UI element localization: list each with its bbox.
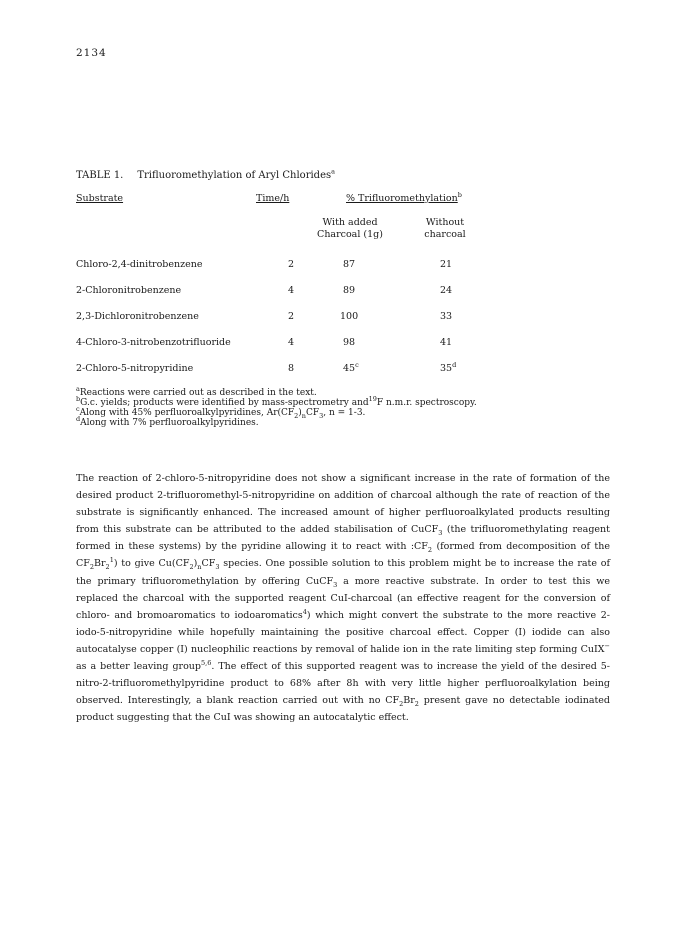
body-reference-5-6: 5,6 <box>201 658 212 667</box>
body-subscript-7: 3 <box>215 563 220 572</box>
footnote-c-text-1: Along with 45% perfluoroalkylpyridines, Ar(CF <box>79 408 295 418</box>
footnote-b <box>76 395 477 408</box>
body-text-13: Br <box>403 695 415 707</box>
table-row-5-without-mark: d <box>452 360 457 369</box>
body-text-3: (formed from decomposition of the CF <box>76 541 610 570</box>
table-row-4-time: 4 <box>288 337 295 348</box>
table-row-1-with <box>343 259 355 270</box>
table-row-3-substrate: 2,3-Dichloronitrobenzene <box>76 311 199 322</box>
body-subscript-2: 2 <box>427 546 433 555</box>
header-without-line2: charcoal <box>424 229 466 240</box>
header-with-charcoal <box>317 217 383 241</box>
header-substrate: Substrate <box>76 193 124 204</box>
table-caption <box>76 167 336 181</box>
table-row-4-substrate: 4-Chloro-3-nitrobenzotrifluoride <box>76 337 231 348</box>
table-row-4-with <box>343 337 355 348</box>
body-paragraph <box>76 470 610 726</box>
table-row-1-time: 2 <box>288 259 295 270</box>
table-row-1-without-value: 21 <box>440 259 453 270</box>
footnote-d <box>76 415 477 428</box>
table-row-5-with-mark: c <box>355 360 359 369</box>
body-subscript-3: 2 <box>89 563 95 572</box>
footnote-a <box>76 385 477 398</box>
body-text-1: The reaction of 2-chloro-5-nitropyridine does not show a significant increase in the rate of formation of the desired product 2-trifluoromethyl-5-nitropyridine on addition of charcoal although the rate of reaction of the substrate is significantly enhanced. The increased amount of higher perfluoroalkylated products resulting from this substrate can be attributed to the added stabilisation of CuCF <box>76 473 610 536</box>
table-row-5-without-value: 35 <box>440 363 453 374</box>
table-row-4-with-value: 98 <box>343 337 356 348</box>
footnote-b-isotope: 19 <box>368 395 377 403</box>
table-row-1-substrate: Chloro-2,4-dinitrobenzene <box>76 259 203 270</box>
table-row-2-without-value: 24 <box>440 285 453 296</box>
table-row-5-substrate: 2-Chloro-5-nitropyridine <box>76 363 194 374</box>
table-row-5-with-value: 45 <box>343 363 356 374</box>
body-text-9: a more reactive substrate. In order to test this we replaced the charcoal with the supported reagent CuI-charcoal (an effective reagent for the conversion of chloro- and bromoaromatics to iodoaromatics <box>76 575 610 621</box>
body-subscript-4: 2 <box>105 563 110 572</box>
footnote-c-text-4: , n = 1-3. <box>323 408 366 418</box>
table-row-5-with <box>343 360 359 374</box>
table-row-1-with-value: 87 <box>343 259 356 270</box>
table-row-4-without <box>440 337 452 348</box>
header-without-charcoal <box>424 217 465 241</box>
table-row-4-without-value: 41 <box>440 337 453 348</box>
table-row-2-with-value: 89 <box>343 285 356 296</box>
body-subscript-6: n <box>197 563 202 572</box>
body-text-2: (the trifluoromethylating reagent formed in these systems) by the pyridine allowing it to react with :CF <box>76 524 610 553</box>
body-superscript-minus: − <box>604 641 610 650</box>
table-row-2-with <box>343 285 355 296</box>
footnote-c-sub-2: n <box>301 411 306 420</box>
table-footnotes <box>76 385 477 428</box>
table-row-5-time: 8 <box>288 363 295 374</box>
header-without-line1: Without <box>425 217 465 228</box>
body-text-10: ) which might convert the substrate to the more reactive 2-iodo-5-nitropyridine while hopefully maintaining the positive charcoal effect. Copper (I) iodide can also autocatalyse copper (I) nucleophilic reactions by removal of halide ion in the rate limiting step forming CuIX <box>76 609 611 655</box>
table-row-3-time: 2 <box>288 311 295 322</box>
table-row-3-without-value: 33 <box>440 311 453 322</box>
table-row-3-with <box>340 311 358 322</box>
page-number: 2134 <box>76 47 107 59</box>
body-text-14: present gave no detectable iodinated product suggesting that the CuI was showing an autocatalytic effect. <box>76 695 611 724</box>
body-reference-1: 1 <box>109 556 114 565</box>
table-row-2-substrate: 2-Chloronitrobenzene <box>76 285 182 296</box>
body-subscript-9: 2 <box>399 700 404 709</box>
body-text-4: Br <box>94 558 106 570</box>
footnote-c <box>76 405 477 420</box>
body-text-5: ) to give Cu(CF <box>113 558 190 570</box>
footnote-d-text: Along with 7% perfluoroalkylpyridines. <box>80 418 259 428</box>
body-reference-4: 4 <box>302 607 307 616</box>
body-subscript-5: 2 <box>189 563 194 572</box>
header-percent-footnote-mark: b <box>457 190 462 199</box>
footnote-b-text-2: F n.m.r. spectroscopy. <box>376 398 477 408</box>
table-row-2-time: 4 <box>288 285 295 296</box>
body-text-8: species. One possible solution to this problem might be to increase the rate of the primary trifluoromethylation by offering CuCF <box>76 558 610 587</box>
footnote-a-text: Reactions were carried out as described in the text. <box>79 388 317 398</box>
table-caption-footnote-mark: a <box>331 167 336 176</box>
header-time: Time/h <box>256 193 290 204</box>
body-text-12: . The effect of this supported reagent was to increase the yield of the desired 5-nitro-2-trifluoromethylpyridine product to 68% after 8h with very little higher perfluoroalkylation being observed. Interestingly, a blank reaction carried out with no CF <box>76 661 610 707</box>
footnote-c-sub-1: 2 <box>294 411 299 420</box>
table-row-3-without <box>440 311 452 322</box>
footnote-a-mark: a <box>76 385 80 393</box>
body-subscript-1: 3 <box>438 529 443 538</box>
footnote-d-mark: d <box>76 415 81 423</box>
body-text-7: CF <box>201 558 216 570</box>
table-row-5-without <box>440 360 457 374</box>
footnote-c-text-3: CF <box>305 408 320 418</box>
table-row-1-without <box>440 259 452 270</box>
body-text-11: as a better leaving group <box>76 661 201 673</box>
table-row-3-with-value: 100 <box>340 311 359 322</box>
header-with-line2: Charcoal (1g) <box>317 229 383 240</box>
footnote-c-mark: c <box>76 405 80 413</box>
header-percent-label: % Trifluoromethylation <box>346 193 458 204</box>
footnote-c-sub-3: 3 <box>319 411 324 420</box>
header-with-line1: With added <box>322 217 378 228</box>
body-text-6: ) <box>193 558 198 570</box>
header-percent <box>346 190 462 204</box>
footnote-c-text-2: ) <box>298 408 302 418</box>
footnote-b-text-1: G.c. yields; products were identified by mass-spectrometry and <box>80 398 369 408</box>
body-subscript-8: 3 <box>333 580 338 589</box>
table-caption-label: TABLE 1. <box>76 170 124 181</box>
footnote-b-mark: b <box>76 395 81 403</box>
table-row-2-without <box>440 285 452 296</box>
table-caption-title: Trifluoromethylation of Aryl Chlorides <box>137 170 332 181</box>
body-subscript-10: 2 <box>414 700 419 709</box>
